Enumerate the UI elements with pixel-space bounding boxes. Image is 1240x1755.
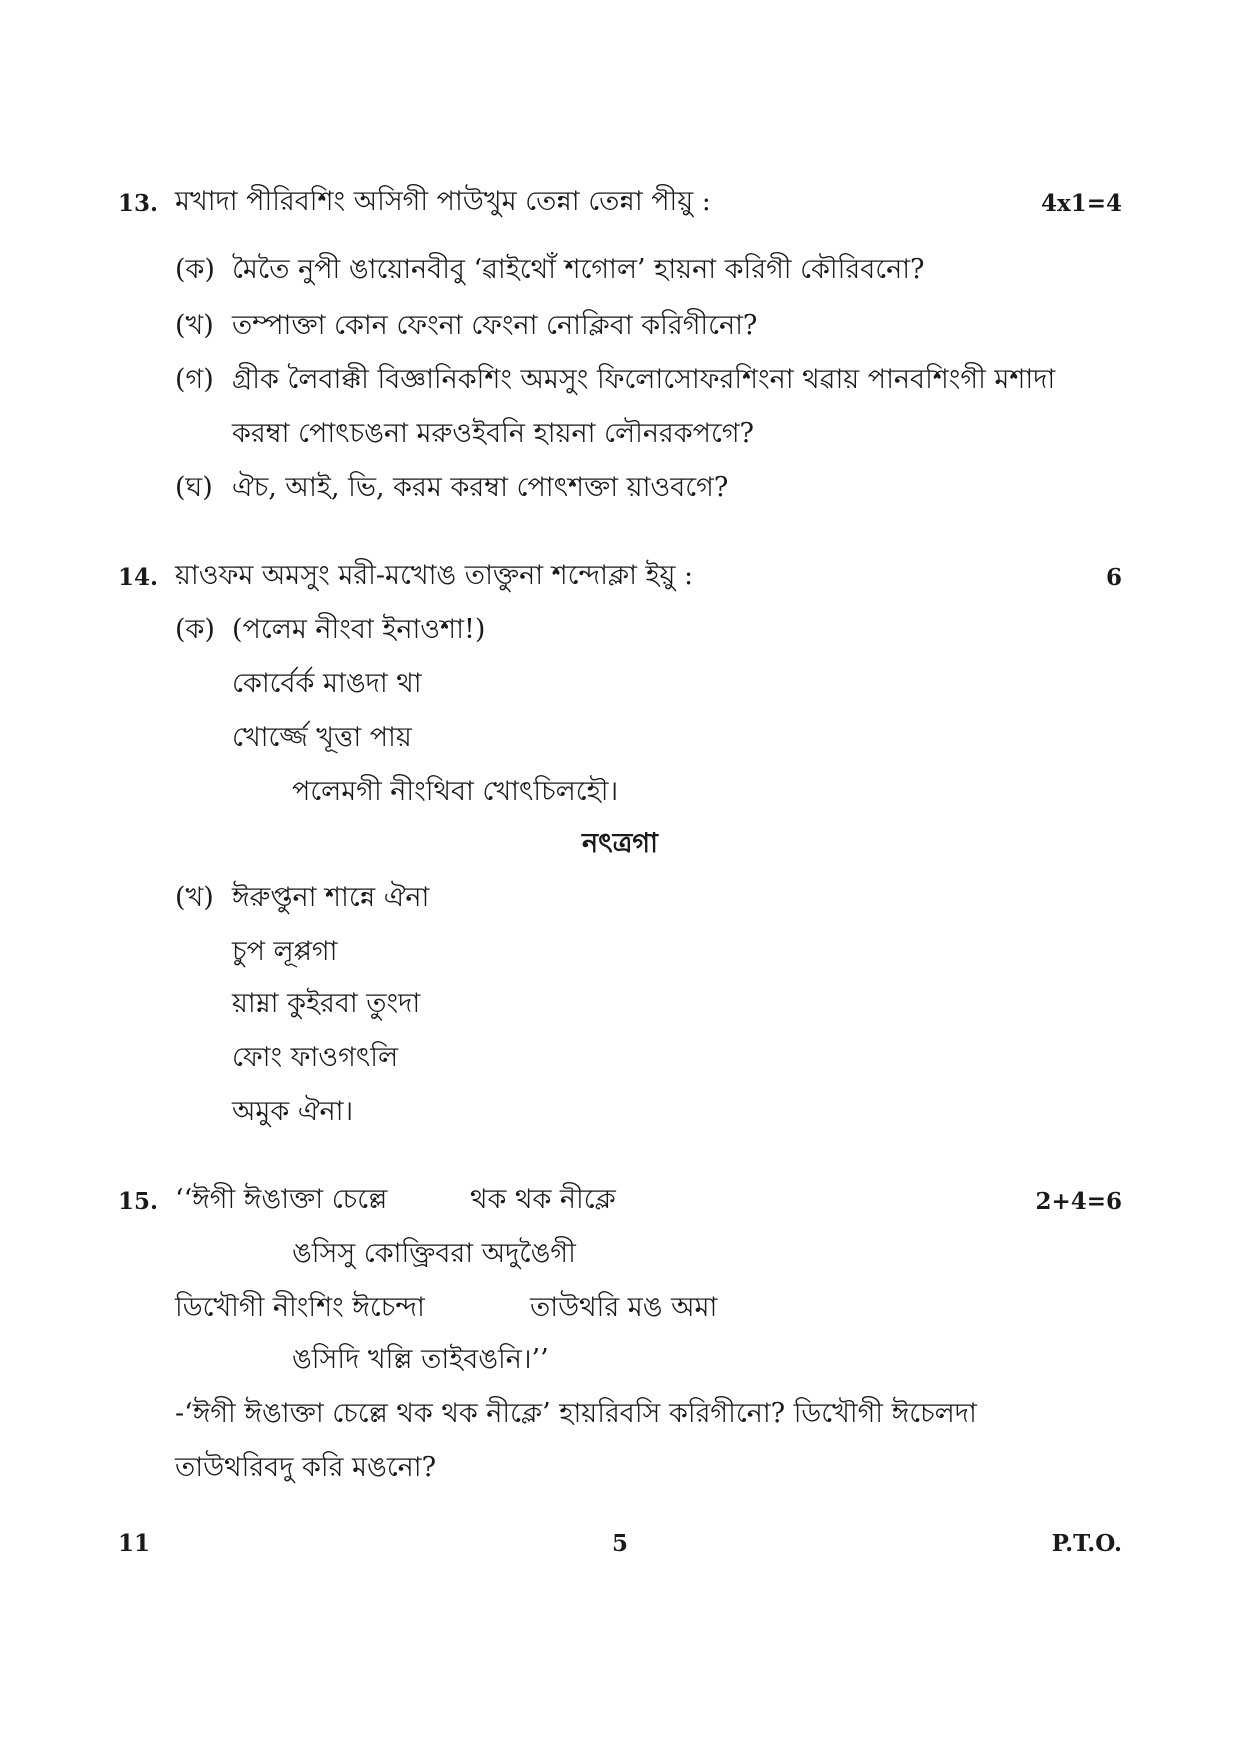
q13-prompt: মখাদা পীরিবশিং অসিগী পাউখুম তেন্না তেন্না পীয়ু : xyxy=(175,186,711,217)
q13-marks: 4x1=4 xyxy=(1041,190,1122,217)
q15-question-line-1: -‘ঈগী ঈঙাক্তা চেল্লে থক থক নীক্লে’ হায়রিবসি করিগীনো? ডিখৌগী ঈচেলদা xyxy=(175,1398,977,1429)
footer-code: 11 xyxy=(118,1530,151,1557)
q13-item-b-text: তম্পাক্তা কোন ফেংনা ফেংনা নোক্লিবা করিগীনো? xyxy=(232,310,758,341)
q13-item-d-text: ঐচ, আই, ভি, করম করম্বা পোৎশক্তা য়াওবগে? xyxy=(232,472,729,503)
page-number: 5 xyxy=(611,1530,628,1557)
q14-part-a-last-line: পলেমগী নীংথিবা খোৎচিলহৌ। xyxy=(292,776,619,807)
q15-poem-line-4: ঙসিদি খল্লি তাইবঙনি।’’ xyxy=(292,1344,549,1375)
q13-item-a-label: (ক) xyxy=(175,254,215,285)
q14-part-b-label: (খ) xyxy=(175,882,214,913)
q15-poem-line-1a: ‘‘ঈগী ঈঙাক্তা চেল্লে xyxy=(175,1184,388,1215)
q15-poem-line-3a: ডিখৌগী নীংশিং ঈচেন্দা xyxy=(175,1292,425,1323)
q14-part-a-line: খোর্জ্জে খূত্তা পায় xyxy=(232,722,412,753)
q15-poem-line-3b: তাউথরি মঙ অমা xyxy=(530,1292,718,1323)
q14-part-a-line: কোর্বের্ক মাঙদা থা xyxy=(232,668,422,699)
q15-marks: 2+4=6 xyxy=(1035,1188,1122,1215)
q14-number: 14. xyxy=(118,564,159,591)
or-separator: নৎত্রগা xyxy=(582,828,658,859)
q14-part-a-heading: (পলেম নীংবা ইনাওশা!) xyxy=(232,614,486,645)
q14-part-b-line: চুপ লূপ্পগা xyxy=(232,936,338,967)
q13-item-c-label: (গ) xyxy=(175,364,214,395)
q15-poem-line-1b: থক থক নীক্লে xyxy=(470,1184,616,1215)
q13-item-a-text: মৈতৈ নুপী ঙায়োনবীবু ‘ৱাইথোঁ শগোল’ হায়না করিগী কৌরিবনো? xyxy=(232,254,925,285)
q13-number: 13. xyxy=(118,190,159,217)
q15-number: 15. xyxy=(118,1188,159,1215)
please-turn-over: P.T.O. xyxy=(1051,1530,1122,1557)
q13-item-c-continuation: করম্বা পোৎচঙনা মরুওইবনি হায়না লৌনরকপগে? xyxy=(232,418,755,449)
q14-marks: 6 xyxy=(1105,564,1122,591)
q15-poem-line-2: ঙসিসু কোক্ত্রিবরা অদুঙৈগী xyxy=(292,1238,576,1269)
q13-item-b-label: (খ) xyxy=(175,310,214,341)
q14-part-a-label: (ক) xyxy=(175,614,215,645)
q13-item-d-label: (ঘ) xyxy=(175,472,213,503)
q15-question-line-2: তাউথরিবদু করি মঙনো? xyxy=(175,1452,437,1483)
q14-part-b-line: অমুক ঐনা। xyxy=(232,1096,354,1127)
q14-prompt: য়াওফম অমসুং মরী-মখোঙ তাক্তুনা শন্দোক্লা ইয়ু : xyxy=(175,560,694,591)
q13-item-c-text: গ্রীক লৈবাক্কী বিজ্ঞানিকশিং অমসুং ফিলোসোফরশিংনা থৱায় পানবশিংগী মশাদা xyxy=(232,364,1056,395)
q14-part-b-line: য়াম্না কুইরবা তুংদা xyxy=(232,988,421,1019)
q14-part-b-first-line: ঈরুপ্তুনা শান্নে ঐনা xyxy=(232,882,430,913)
q14-part-b-line: ফোং ফাওগৎলি xyxy=(232,1042,399,1073)
